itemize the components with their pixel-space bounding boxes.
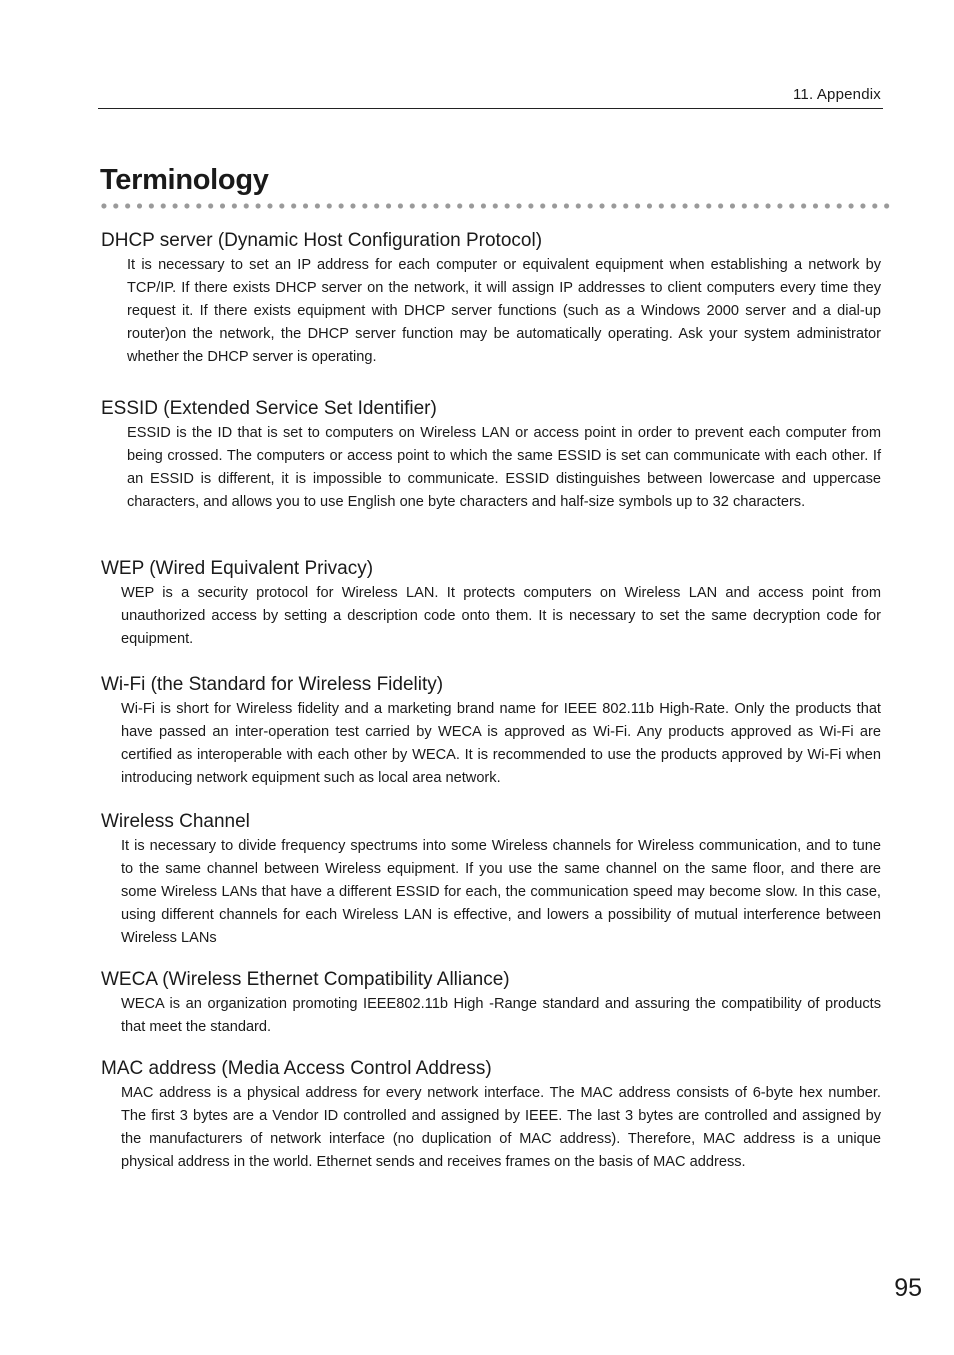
term-title: WEP (Wired Equivalent Privacy)	[101, 558, 374, 579]
term-title: Wireless Channel	[101, 811, 250, 832]
term-title: MAC address (Media Access Control Address)	[101, 1058, 492, 1079]
term-title: DHCP server (Dynamic Host Configuration Protocol)	[101, 230, 543, 251]
term-description: It is necessary to divide frequency spectrums into some Wireless channels for Wireless communication, and to tune to the same channel between Wireless equipment. If you use the same channel on the same floor, and there are some Wireless LANs that have a different ESSID for each, the communication speed may become slow. In this case, using different channels for each Wireless LAN is effective, and lowers a possibility of mutual interference between Wireless LANs	[121, 838, 881, 946]
page-number: 95	[894, 1274, 922, 1302]
term-description: WECA is an organization promoting IEEE802.11b High -Range standard and assuring the compatibility of products that meet the standard.	[121, 996, 881, 1035]
term-description: ESSID is the ID that is set to computers on Wireless LAN or access point in order to prevent each computer from being crossed. The computers or access point to which the same ESSID is set can communicate with each other. If an ESSID is different, it is impossible to communicate. ESSID distinguishes between lowercase and uppercase characters, and allows you to use English one byte characters and half-size symbols up to 32 characters.	[127, 425, 881, 510]
header-divider	[98, 108, 883, 109]
term-title: ESSID (Extended Service Set Identifier)	[101, 398, 437, 419]
term-description: It is necessary to set an IP address for each computer or equivalent equipment when establishing a network by TCP/IP. If there exists DHCP server on the network, it will assign IP addresses to client computers every time they request it. If there exists equipment with DHCP server functions (such as a Windows 2000 server and a dial-up router)on the network, the DHCP server function may be automatically operating. Ask your system administrator whether the DHCP server is operating.	[127, 257, 881, 365]
term-title: Wi-Fi (the Standard for Wireless Fidelity)	[101, 674, 444, 695]
page-title: Terminology	[100, 164, 269, 196]
section-header: 11. Appendix	[792, 86, 881, 103]
term-description: Wi-Fi is short for Wireless fidelity and a marketing brand name for IEEE 802.11b High-Rate. Only the products that have passed an inter-operation test carried by WECA is approved as Wi-Fi. Any products approved as Wi-Fi are certified as interoperable with each other by WECA. It is recommended to use the products approved by Wi-Fi when introducing network equipment such as local area network.	[121, 701, 881, 786]
dotted-divider	[98, 203, 891, 209]
term-description: WEP is a security protocol for Wireless LAN. It protects computers on Wireless LAN and access point from unauthorized access by setting a description code onto them. It is necessary to set the same decryption code for equipment.	[121, 585, 881, 647]
term-title: WECA (Wireless Ethernet Compatibility Alliance)	[101, 969, 510, 990]
term-description: MAC address is a physical address for every network interface. The MAC address consists of 6-byte hex number. The first 3 bytes are a Vendor ID controlled and assigned by IEEE. The last 3 bytes are controlled and assigned by the manufacturers of network interface (no duplication of MAC address). Therefore, MAC address is a unique physical address in the world. Ethernet sends and receives frames on the basis of MAC address.	[121, 1085, 881, 1170]
